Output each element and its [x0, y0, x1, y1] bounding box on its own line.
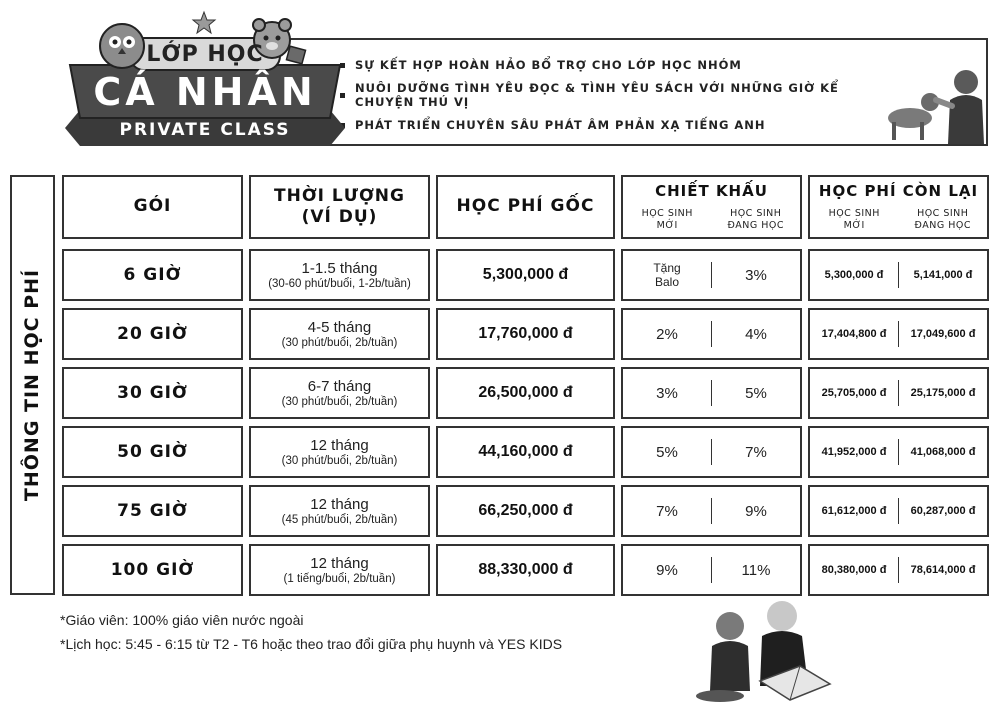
- remaining-new-student: 25,705,000 đ: [821, 387, 887, 399]
- feature-item: NUÔI DƯỠNG TÌNH YÊU ĐỌC & TÌNH YÊU SÁCH VỚI NHỮNG GIỜ KỂ CHUYỆN THÚ VỊ: [340, 80, 900, 110]
- fee-info-side-panel: [10, 175, 55, 595]
- row-remaining-fee: [808, 249, 989, 301]
- remaining-current-student: 60,287,000 đ: [910, 505, 976, 517]
- row-base-fee: 5,300,000 đ: [436, 249, 615, 301]
- discount-new-student: 3%: [656, 384, 678, 402]
- discount-new-student: 2%: [656, 325, 678, 343]
- header-base-fee: HỌC PHÍ GỐC: [436, 175, 615, 239]
- remaining-new-student: 5,300,000 đ: [824, 269, 884, 281]
- discount-current-student: 11%: [741, 561, 771, 579]
- row-remaining-fee: [808, 308, 989, 360]
- row-duration: 12 tháng (30 phút/buổi, 2b/tuần): [249, 426, 430, 478]
- row-package: 75 GIỜ: [62, 485, 243, 537]
- feature-item: PHÁT TRIỂN CHUYÊN SÂU PHÁT ÂM PHẢN XẠ TIẾNG ANH: [340, 110, 900, 140]
- teacher-with-puppet-icon: [880, 60, 988, 144]
- remaining-current-student: 25,175,000 đ: [910, 387, 976, 399]
- logo-subtitle: PRIVATE CLASS: [119, 120, 291, 140]
- row-duration: 12 tháng (45 phút/buổi, 2b/tuần): [249, 485, 430, 537]
- subheader-current-student: HỌC SINH ĐANG HỌC: [727, 208, 784, 231]
- header-duration: THỜI LƯỢNG (VÍ DỤ): [249, 175, 430, 239]
- discount-current-student: 4%: [745, 325, 767, 343]
- row-discount: [621, 249, 802, 301]
- row-package: 30 GIỜ: [62, 367, 243, 419]
- row-package: 6 GIỜ: [62, 249, 243, 301]
- remaining-current-student: 17,049,600 đ: [910, 328, 976, 340]
- remaining-new-student: 80,380,000 đ: [821, 564, 887, 576]
- header-discount: CHIẾT KHẤU HỌC SINH MỚI HỌC SINH ĐANG HỌC: [621, 175, 802, 239]
- discount-new-student: Tặng Balo: [653, 260, 681, 289]
- discount-new-student: 5%: [656, 443, 678, 461]
- header-remaining-fee: HỌC PHÍ CÒN LẠI HỌC SINH MỚI HỌC SINH ĐANG HỌC: [808, 175, 989, 239]
- row-base-fee: 66,250,000 đ: [436, 485, 615, 537]
- remaining-current-student: 5,141,000 đ: [913, 269, 973, 281]
- row-discount: [621, 426, 802, 478]
- side-label: THÔNG TIN HỌC PHÍ: [21, 268, 44, 502]
- remaining-new-student: 17,404,800 đ: [821, 328, 887, 340]
- discount-current-student: 3%: [745, 266, 767, 284]
- header-package: GÓI: [62, 175, 243, 239]
- row-remaining-fee: [808, 544, 989, 596]
- row-remaining-fee: [808, 426, 989, 478]
- row-duration: 1-1.5 tháng (30-60 phút/buổi, 1-2b/tuần): [249, 249, 430, 301]
- row-base-fee: 26,500,000 đ: [436, 367, 615, 419]
- row-discount: [621, 308, 802, 360]
- discount-new-student: 7%: [656, 502, 678, 520]
- note-teacher: *Giáo viên: 100% giáo viên nước ngoài: [60, 612, 304, 628]
- row-package: 100 GIỜ: [62, 544, 243, 596]
- subheader-current-student: HỌC SINH ĐANG HỌC: [914, 208, 971, 231]
- row-duration: 6-7 tháng (30 phút/buổi, 2b/tuần): [249, 367, 430, 419]
- row-duration: 12 tháng (1 tiếng/buổi, 2b/tuần): [249, 544, 430, 596]
- remaining-new-student: 61,612,000 đ: [821, 505, 887, 517]
- row-duration: 4-5 tháng (30 phút/buổi, 2b/tuần): [249, 308, 430, 360]
- remaining-current-student: 78,614,000 đ: [910, 564, 976, 576]
- row-package: 50 GIỜ: [62, 426, 243, 478]
- row-package: 20 GIỜ: [62, 308, 243, 360]
- subheader-new-student: HỌC SINH MỚI: [641, 208, 693, 231]
- discount-new-student: 9%: [656, 561, 678, 579]
- remaining-new-student: 41,952,000 đ: [821, 446, 887, 458]
- row-discount: [621, 544, 802, 596]
- row-base-fee: 17,760,000 đ: [436, 308, 615, 360]
- logo-title-small: LỚP HỌC: [146, 42, 264, 67]
- row-discount: [621, 367, 802, 419]
- discount-current-student: 9%: [745, 502, 767, 520]
- row-remaining-fee: [808, 485, 989, 537]
- feature-list: [340, 50, 900, 140]
- row-base-fee: 44,160,000 đ: [436, 426, 615, 478]
- row-base-fee: 88,330,000 đ: [436, 544, 615, 596]
- subheader-new-student: HỌC SINH MỚI: [828, 208, 880, 231]
- logo-title-large: CÁ NHÂN: [93, 70, 317, 114]
- remaining-current-student: 41,068,000 đ: [910, 446, 976, 458]
- row-remaining-fee: [808, 367, 989, 419]
- discount-current-student: 7%: [745, 443, 767, 461]
- row-discount: [621, 485, 802, 537]
- logo: [60, 10, 350, 155]
- star-icon: [193, 12, 215, 33]
- note-schedule: *Lịch học: 5:45 - 6:15 từ T2 - T6 hoặc theo trao đổi giữa phụ huynh và YES KIDS: [60, 636, 563, 652]
- children-reading-icon: [690, 596, 840, 706]
- feature-item: SỰ KẾT HỢP HOÀN HẢO BỔ TRỢ CHO LỚP HỌC NHÓM: [340, 50, 900, 80]
- discount-current-student: 5%: [745, 384, 767, 402]
